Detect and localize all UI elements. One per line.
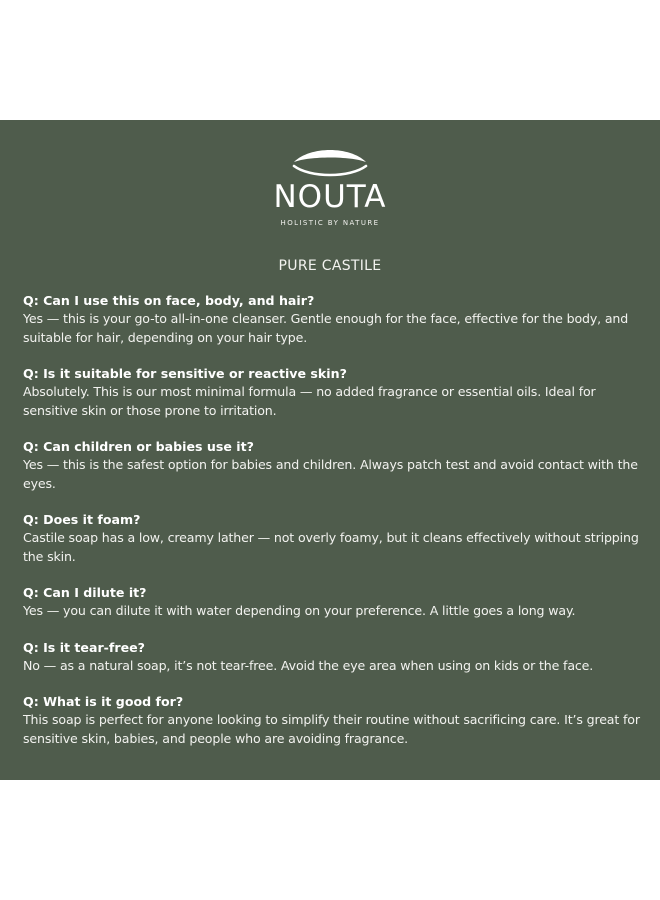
faq-question: Q: Can I dilute it? xyxy=(23,585,147,600)
faq-answer: This soap is perfect for anyone looking to simplify their routine without sacrificing care. It’s great for sensitive skin, babies, and people who are avoiding fragrance. xyxy=(23,712,640,746)
faq-answer: Yes — you can dilute it with water depending on your preference. A little goes a long way. xyxy=(23,603,576,618)
faq-item xyxy=(23,365,643,420)
faq-panel xyxy=(0,120,660,780)
product-title: PURE CASTILE xyxy=(278,258,382,274)
faq-question: Q: Does it foam? xyxy=(23,512,141,527)
brand-tagline: HOLISTIC BY NATURE xyxy=(280,219,380,227)
faq-answer: Absolutely. This is our most minimal formula — no added fragrance or essential oils. Ideal for sensitive skin or those prone to irritation. xyxy=(23,384,596,418)
faq-list xyxy=(23,292,643,766)
faq-item xyxy=(23,511,643,566)
faq-answer: Yes — this is your go-to all-in-one cleanser. Gentle enough for the face, effective for the body, and suitable for hair, depending on your hair type. xyxy=(23,311,629,345)
brand-logo xyxy=(0,148,660,227)
leaf-eye-icon xyxy=(290,148,370,180)
faq-question: Q: Is it tear-free? xyxy=(23,639,145,655)
faq-item xyxy=(23,584,643,621)
faq-item xyxy=(23,438,643,493)
faq-question: Q: Can children or babies use it? xyxy=(23,439,254,454)
faq-item xyxy=(23,693,643,748)
brand-name: NOUTA xyxy=(273,179,387,215)
faq-answer: Yes — this is the safest option for babies and children. Always patch test and avoid contact with the eyes. xyxy=(23,457,638,491)
faq-answer: Castile soap has a low, creamy lather — not overly foamy, but it cleans effectively without stripping the skin. xyxy=(23,530,639,564)
faq-question: Q: Is it suitable for sensitive or reactive skin? xyxy=(23,366,347,381)
faq-answer: No — as a natural soap, it’s not tear-free. Avoid the eye area when using on kids or the face. xyxy=(23,657,594,673)
faq-item xyxy=(23,292,643,347)
faq-question: Q: Can I use this on face, body, and hair? xyxy=(23,293,315,308)
faq-question: Q: What is it good for? xyxy=(23,694,184,709)
faq-item xyxy=(23,639,643,676)
